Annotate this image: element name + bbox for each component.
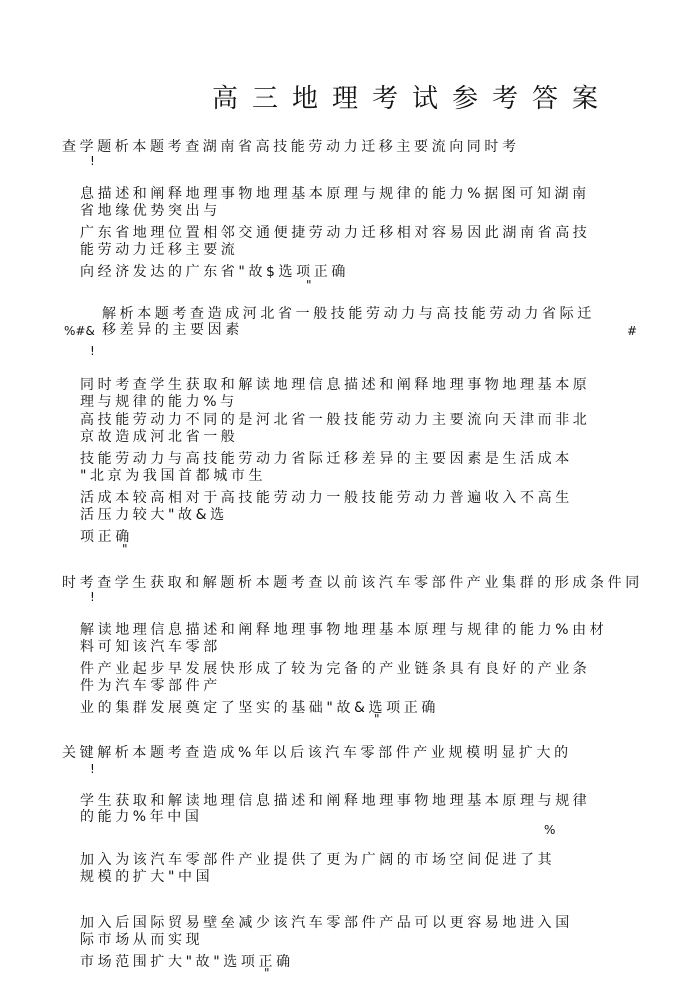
stray-mark: ": [264, 966, 270, 980]
text-line: 解读地理信息描述和阐释地理事物地理基本原理与规律的能力%由材: [80, 622, 608, 638]
text-line: 移差异的主要因素: [102, 322, 243, 338]
text-line: 项正确: [80, 529, 133, 545]
text-line: 技能劳动力与高技能劳动力省际迁移差异的主要因素是生活成本: [80, 451, 573, 467]
text-line: 息描述和阐释地理事物地理基本原理与规律的能力%据图可知湖南: [80, 186, 590, 202]
text-line: 市场范围扩大"故"选项正确: [80, 954, 294, 970]
stray-mark: !: [90, 590, 95, 604]
stray-mark: !: [90, 154, 95, 168]
text-line: 广东省地理位置相邻交通便捷劳动力迁移相对容易因此湖南省高技: [80, 225, 591, 241]
stray-mark: !: [90, 344, 95, 358]
stray-mark: %#&: [64, 324, 95, 338]
text-line: 的能力%年中国: [80, 809, 203, 825]
text-line: 关键解析本题考查造成%年以后该汽车零部件产业规模明显扩大的: [62, 745, 572, 761]
text-line: 高技能劳动力不同的是河北省一般技能劳动力主要流向天津而非北: [80, 412, 591, 428]
text-line: 能劳动力迁移主要流: [80, 242, 239, 258]
text-line: 件产业起步早发展快形成了较为完备的产业链条具有良好的产业条: [80, 661, 591, 677]
text-line: 省地缘优势突出与: [80, 203, 221, 219]
text-line: 解析本题考查造成河北省一般技能劳动力与高技能劳动力省际迁: [102, 306, 595, 322]
text-line: 际市场从而实现: [80, 932, 204, 948]
stray-mark: ": [374, 712, 380, 726]
text-line: 同时考查学生获取和解读地理信息描述和阐释地理事物地理基本原: [80, 377, 591, 393]
text-line: 业的集群发展奠定了坚实的基础"故&选项正确: [80, 700, 439, 716]
text-line: 活压力较大"故&选: [80, 507, 228, 523]
stray-mark: ": [306, 278, 312, 292]
text-line: 学生获取和解读地理信息描述和阐释地理事物地理基本原理与规律: [80, 793, 591, 809]
text-line: 时考查学生获取和解题析本题考查以前该汽车零部件产业集群的形成条件同: [62, 575, 643, 591]
text-line: 京故造成河北省一般: [80, 429, 239, 445]
text-line: 加入后国际贸易壁垒减少该汽车零部件产品可以更容易地进入国: [80, 915, 573, 931]
text-line: 料可知该汽车零部: [80, 639, 221, 655]
stray-mark: ": [122, 542, 128, 556]
text-line: 规模的扩大"中国: [80, 869, 214, 885]
text-line: 向经济发达的广东省"故$选项正确: [80, 264, 349, 280]
text-line: 查学题析本题考查湖南省高技能劳动力迁移主要流向同时考: [62, 139, 520, 155]
text-line: 活成本较高相对于高技能劳动力一般技能劳动力普遍收入不高生: [80, 490, 573, 506]
stray-mark: !: [90, 762, 95, 776]
text-line: "北京为我国首都城市生: [80, 468, 267, 484]
page-title: 高三地理考试参考答案: [212, 84, 613, 114]
text-line: 加入为该汽车零部件产业提供了更为广阔的市场空间促进了其: [80, 852, 556, 868]
stray-mark: #: [627, 324, 638, 338]
text-line: 理与规律的能力%与: [80, 394, 238, 410]
stray-mark: %: [544, 823, 556, 837]
text-line: 件为汽车零部件产: [80, 678, 221, 694]
